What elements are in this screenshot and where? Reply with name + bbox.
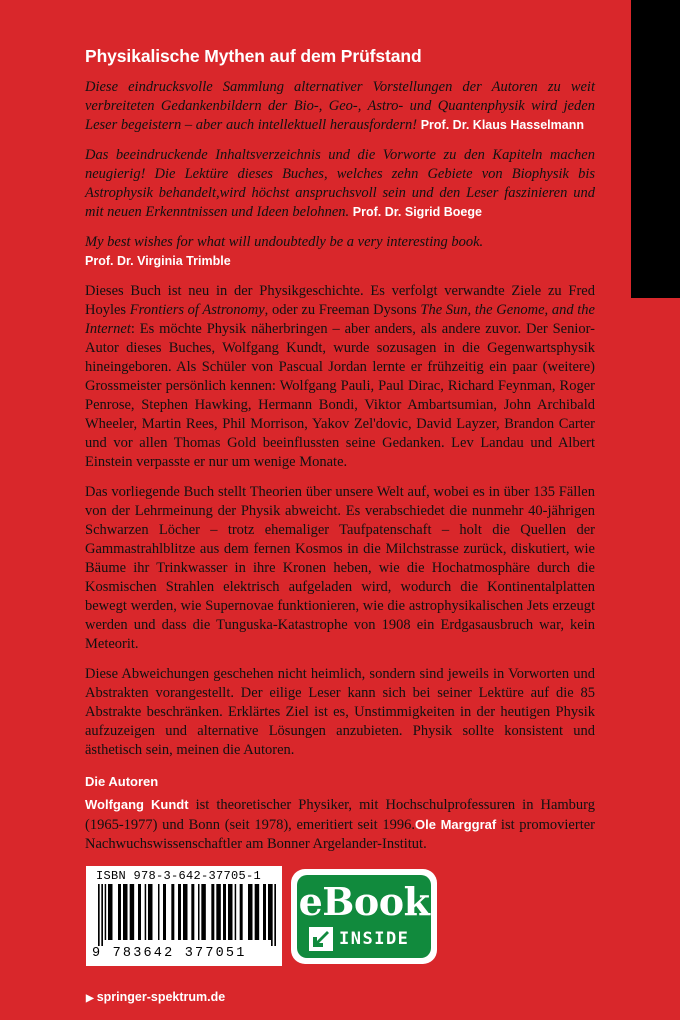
quote-2-text: Das beeindruckende Inhaltsverzeichnis und die Vorworte zu den Kapiteln machen neugierig! Die Lektüre dieses Buches, welches zehn Gebiete von Biophysik bis Astrophysik behandelt,wird höchst anspruchsvoll sein und den Leser faszinieren und mit neuen Erkenntnissen und Ideen belohnen. [85, 147, 595, 220]
barcode-bar [235, 884, 237, 940]
publisher-website-text: springer-spektrum.de [96, 990, 226, 1004]
barcode-bar [101, 884, 103, 946]
quote-3-text: My best wishes for what will undoubtedly be a very interesting book. [85, 234, 484, 250]
barcode-bar [201, 884, 206, 940]
deviations-paragraph: Diese Abweichungen geschehen nicht heimlich, sondern sind jeweils in Vorworten und Abstrakten vorangestellt. Der eilige Leser kann sich bei seiner Lektüre auf die 85 Abstrakte beschränken. Erklärtes Ziel ist es, Unstimmigkeiten in der heutigen Physik aufzuzeigen und alternative Lösungen anzubieten. Physik sollte konsistent und ästhetisch sein, meinen die Autoren. [85, 666, 595, 758]
quote-2 [85, 146, 595, 222]
author-1-bio: ist theoretischer Physiker, mit Hochschulprofessuren in Hamburg (1965-1977) und Bonn (seit 1978), emeritiert seit 1996. [85, 797, 595, 833]
barcode-bar [255, 884, 260, 940]
barcode-bar [178, 884, 181, 940]
author-1-name: Wolfgang Kundt [85, 797, 189, 812]
barcode-bar [274, 884, 276, 946]
barcode-digits: 9 783642 377051 [92, 946, 247, 961]
barcode-bar [138, 884, 141, 940]
quote-1-author: Prof. Dr. Klaus Hasselmann [420, 118, 584, 132]
spine-band [631, 0, 680, 298]
barcode-bar [105, 884, 107, 940]
ebook-inside-badge [291, 869, 437, 964]
barcode-bar [223, 884, 226, 940]
intro-text-1: Dieses Buch ist neu in der Physikgeschichte. Es verfolgt verwandte Ziele zu Fred Hoyles [85, 283, 595, 318]
authors-heading: Die Autoren [85, 774, 159, 789]
isbn-label: ISBN 978-3-642-37705-1 [96, 869, 262, 883]
quote-2-author: Prof. Dr. Sigrid Boege [352, 205, 482, 219]
barcode-bar [145, 884, 147, 940]
publisher-website[interactable] [86, 990, 225, 1004]
barcode-bar [163, 884, 166, 940]
theories-paragraph: Das vorliegende Buch stellt Theorien über unsere Welt auf, wobei es in über 135 Fällen von der Lehrmeinung der Physik abweicht. Es verabschiedet die nunmehr 40-jährigen Schwarzen Löcher – trotz ehemaliger Taufpatenschaft – holt die Quellen der Gammastrahlblitze aus dem fernen Kosmos in die Milchstrasse zurück, diskutiert, wie Bäume ihr Trinkwasser in ihre Kronen heben, wie die Hochatmosphäre durch die Kosmischen Strahlen elektrisch aufgeladen wird, wodurch die Kontinentalplatten bewegt werden, wie Supernovae funktionieren, wie die astrophysikalischen Jets erzeugt werden und dass die Tunguska-Katastrophe von 1908 ein Erdgasausbruch war, kein Meteorit. [85, 484, 595, 652]
triangle-icon: ▶ [86, 993, 94, 1004]
barcode-bar [158, 884, 160, 940]
barcode-bar [248, 884, 253, 940]
isbn-barcode [86, 866, 282, 966]
barcode-bar [171, 884, 174, 940]
ebook-inside-label: INSIDE [339, 929, 410, 949]
barcode-bar [183, 884, 188, 940]
barcode-bars [98, 884, 278, 946]
barcode-bar [191, 884, 194, 940]
book-title: Physikalische Mythen auf dem Prüfstand [85, 46, 422, 66]
back-cover-text [85, 46, 595, 865]
barcode-bar [198, 884, 200, 940]
barcode-bar [216, 884, 221, 940]
barcode-bar [211, 884, 214, 940]
quote-1 [85, 78, 595, 135]
barcode-bar [118, 884, 121, 940]
barcode-bar [148, 884, 153, 940]
quote-3-author: Prof. Dr. Virginia Trimble [85, 254, 231, 268]
author-2-bio: ist promovierter Nachwuchswissenschaftler am Bonner Argelander-Institut. [85, 817, 595, 852]
quote-3 [85, 233, 595, 271]
arrow-icon [309, 927, 333, 951]
book-ref-hoyle: Frontiers of Astronomy [129, 302, 265, 318]
quote-1-text: Diese eindrucksvolle Sammlung alternativer Vorstellungen der Autoren zu weit verbreiteten Gedankenbildern der Bio-, Geo-, Astro- und Quantenphysik wird jeden Leser begeistern – aber auch intellektuell herausfordern! [85, 79, 595, 133]
barcode-bar [108, 884, 113, 940]
barcode-bar [271, 884, 273, 946]
intro-text-2: , oder zu Freeman Dysons [264, 302, 421, 318]
barcode-bar [263, 884, 266, 940]
barcode-bar [98, 884, 100, 946]
ebook-word: eBook [298, 879, 430, 924]
barcode-bar [228, 884, 233, 940]
book-ref-dyson: The Sun, the Genome, and the Internet [85, 302, 595, 337]
barcode-bar [123, 884, 128, 940]
authors-paragraph [85, 795, 595, 854]
barcode-bar [130, 884, 134, 940]
ebook-badge-inner [297, 875, 431, 958]
intro-paragraph [85, 282, 595, 472]
author-2-name: Ole Marggraf [414, 817, 497, 832]
intro-text-3: : Es möchte Physik näherbringen – aber anders, als andere zuvor. Der Senior-Autor dieses Buches, Wolfgang Kundt, wurde sozusagen in die Gegenwartsphysik hineingeboren. Als Schüler von Pascual Jordan lernte er frühzeitig ein paar (weitere) Grossmeister persönlich kennen: Wolfgang Pauli, Paul Dirac, Richard Feynman, Roger Penrose, Stephen Hawking, Hermann Bondi, Viktor Ambartsumian, John Archibald Wheeler, Martin Rees, Phil Morrison, Yakov Zel'dovic, David Layzer, Brandon Carter und vor allen Thomas Gold beeinflussten seine Gedanken. Lev Landau und Albert Einstein verpasste er nur um wenige Monate. [85, 321, 595, 470]
barcode-bar [240, 884, 243, 940]
